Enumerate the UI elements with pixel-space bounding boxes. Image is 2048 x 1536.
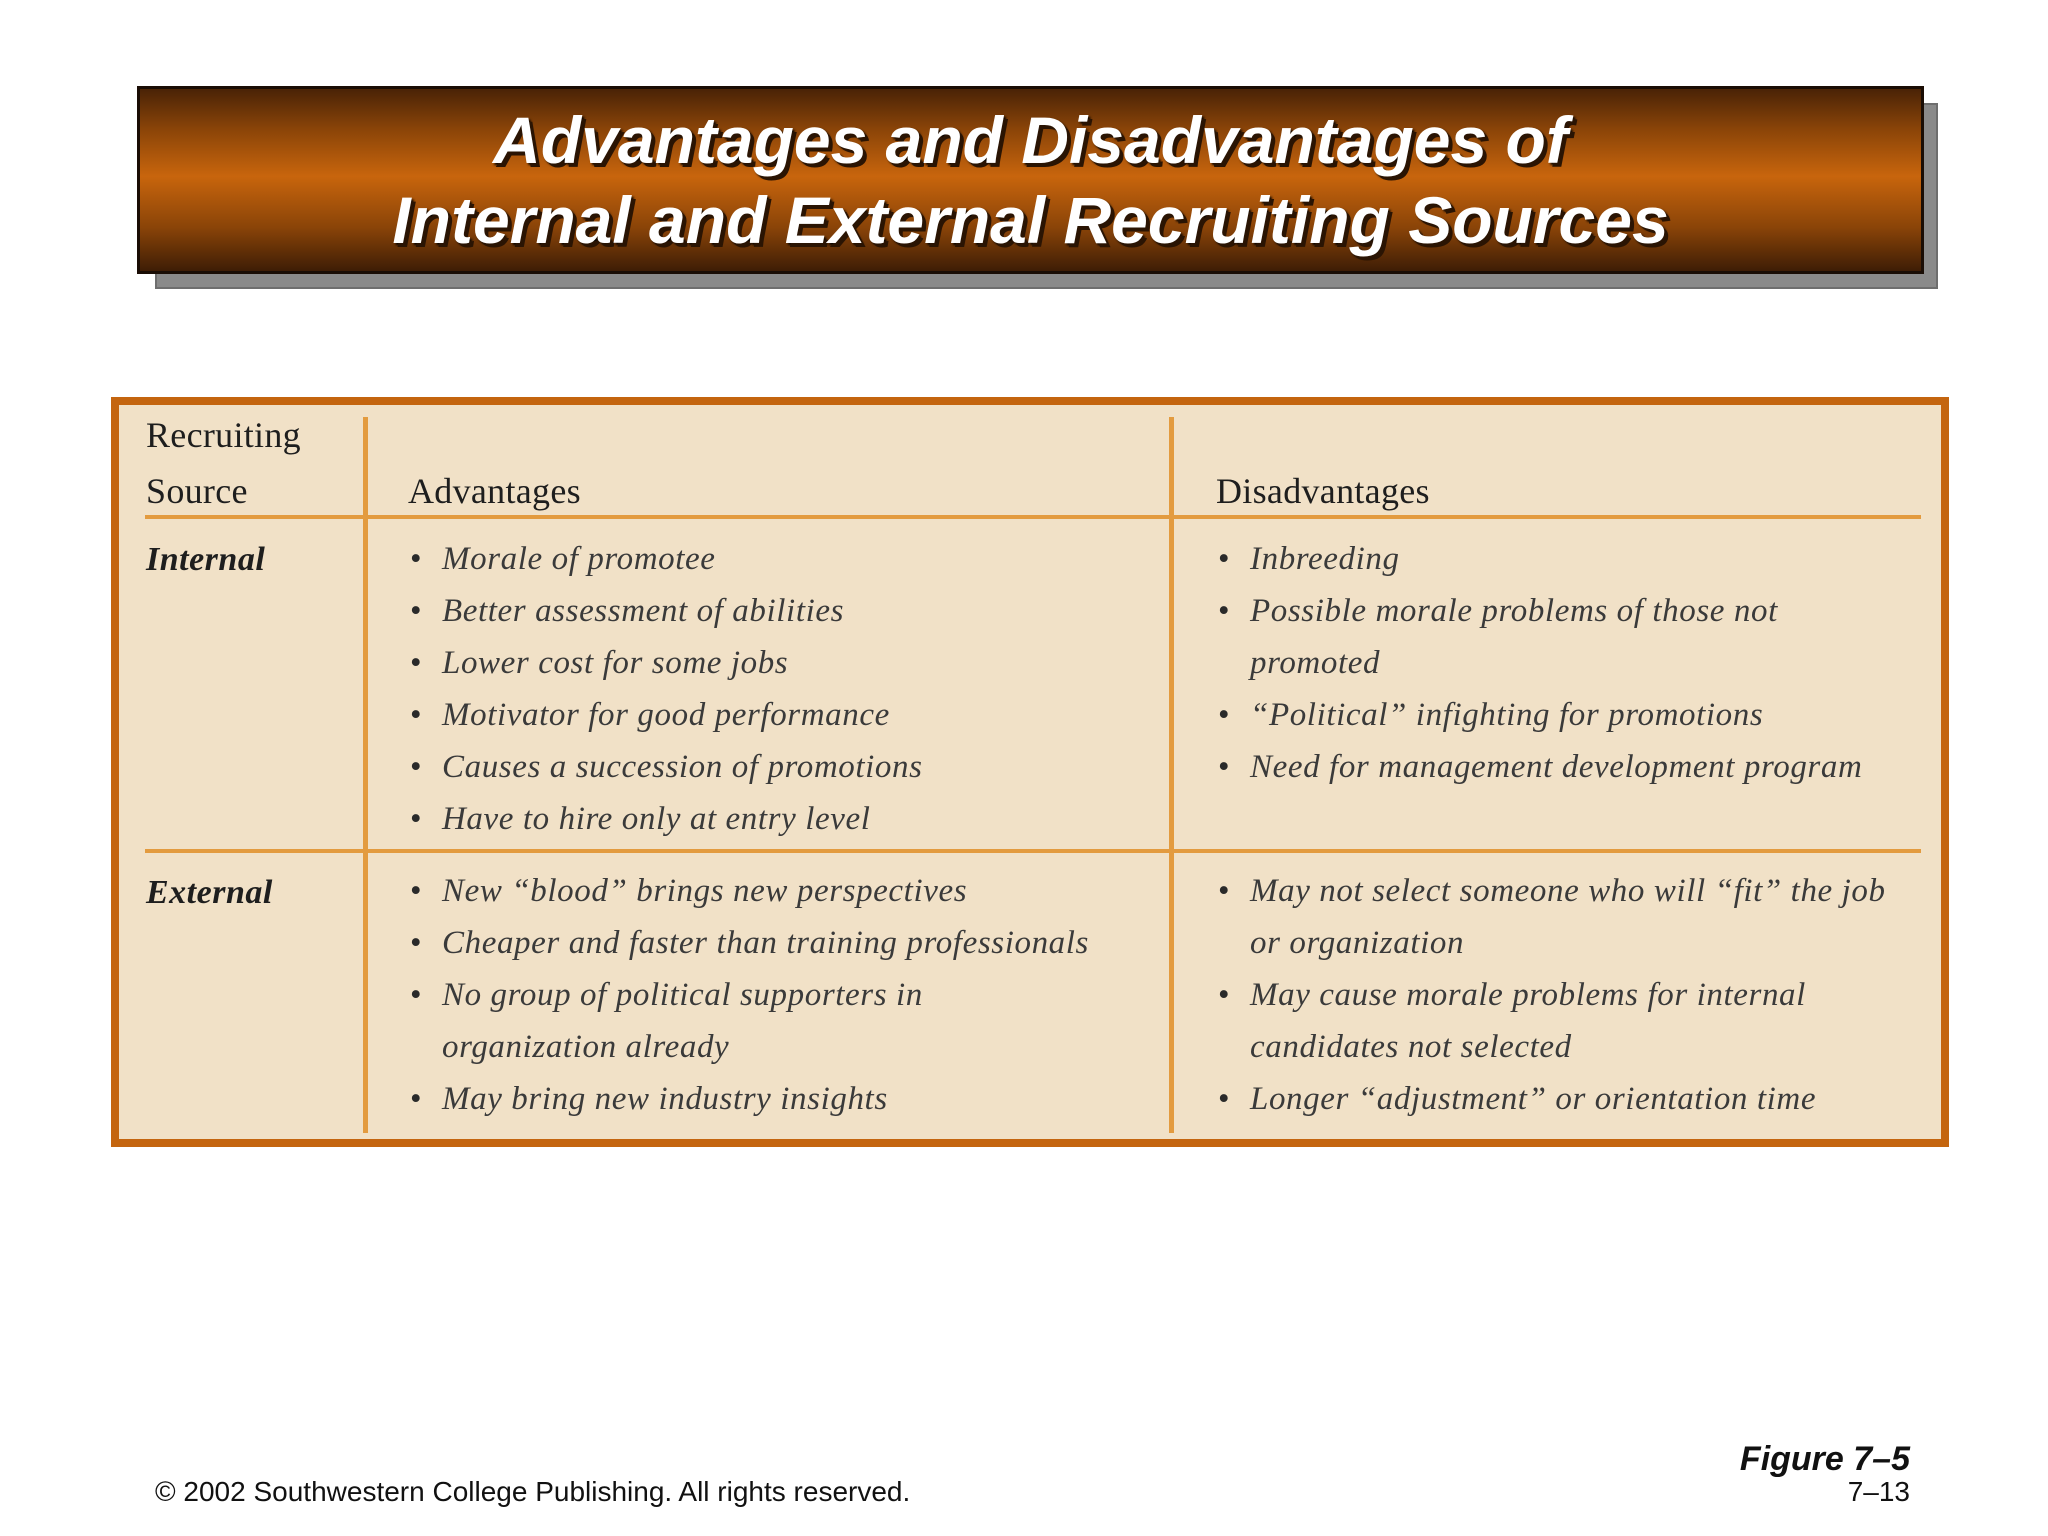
list-item: • Motivator for good performance — [408, 689, 923, 741]
external-disadvantages-list — [1216, 865, 1886, 1125]
list-item: • Cheaper and faster than training professionals — [408, 917, 1089, 969]
list-item-continuation: candidates not selected — [1250, 1029, 1572, 1065]
column-divider-source — [363, 417, 368, 1133]
external-advantages-list — [408, 865, 1089, 1125]
list-item: • New “blood” brings new perspectives — [408, 865, 1089, 917]
bullet-icon: • — [410, 593, 423, 629]
list-item: • Better assessment of abilities — [408, 585, 923, 637]
list-item: • May not select someone who will “fit” the job — [1216, 865, 1886, 917]
list-item: • Inbreeding — [1216, 533, 1862, 585]
bullet-icon: • — [1218, 749, 1231, 785]
list-item-continuation: organization already — [442, 1029, 730, 1065]
list-item: • Lower cost for some jobs — [408, 637, 923, 689]
bullet-icon: • — [410, 925, 423, 961]
internal-disadvantages-list — [1216, 533, 1862, 793]
row-label-external: External — [146, 874, 273, 911]
bullet-icon: • — [410, 645, 423, 681]
list-item: • May bring new industry insights — [408, 1073, 1089, 1125]
slide-title-line-1: Advantages and Disadvantages of — [493, 103, 1568, 177]
list-item: • Morale of promotee — [408, 533, 923, 585]
list-item: • Possible morale problems of those not — [1216, 585, 1862, 637]
bullet-icon: • — [1218, 593, 1231, 629]
bullet-icon: • — [410, 801, 423, 837]
header-recruiting-source-line-1: Recruiting — [146, 415, 301, 455]
list-item: • “Political” infighting for promotions — [1216, 689, 1862, 741]
bullet-icon: • — [1218, 873, 1231, 909]
bullet-icon: • — [410, 873, 423, 909]
row-label-internal: Internal — [146, 541, 266, 578]
list-item: • Have to hire only at entry level — [408, 793, 923, 845]
list-item-continuation: or organization — [1250, 925, 1465, 961]
bullet-icon: • — [1218, 697, 1231, 733]
header-recruiting-source-line-2: Source — [146, 471, 248, 511]
bullet-icon: • — [1218, 977, 1231, 1013]
list-item: • Need for management development program — [1216, 741, 1862, 793]
bullet-icon: • — [1218, 1081, 1231, 1117]
bullet-icon: • — [1218, 541, 1231, 577]
copyright-notice: © 2002 Southwestern College Publishing. All rights reserved. — [155, 1476, 911, 1507]
list-item-continuation: promoted — [1250, 645, 1381, 681]
list-item: • May cause morale problems for internal — [1216, 969, 1886, 1021]
page-number: 7–13 — [1847, 1476, 1910, 1507]
title-banner — [137, 86, 1924, 274]
column-divider-advantages — [1169, 417, 1174, 1133]
figure-label: Figure 7–5 — [1739, 1440, 1910, 1478]
bullet-icon: • — [410, 977, 423, 1013]
list-item: • Causes a succession of promotions — [408, 741, 923, 793]
internal-advantages-list — [408, 533, 923, 845]
bullet-icon: • — [410, 1081, 423, 1117]
row-divider — [145, 849, 1921, 853]
slide-title-line-2: Internal and External Recruiting Sources — [392, 183, 1669, 257]
bullet-icon: • — [410, 697, 423, 733]
bullet-icon: • — [410, 541, 423, 577]
recruiting-sources-table — [111, 397, 1949, 1147]
header-disadvantages: Disadvantages — [1216, 471, 1430, 511]
list-item: • No group of political supporters in — [408, 969, 1089, 1021]
bullet-icon: • — [410, 749, 423, 785]
list-item: • Longer “adjustment” or orientation time — [1216, 1073, 1886, 1125]
header-advantages: Advantages — [408, 471, 581, 511]
